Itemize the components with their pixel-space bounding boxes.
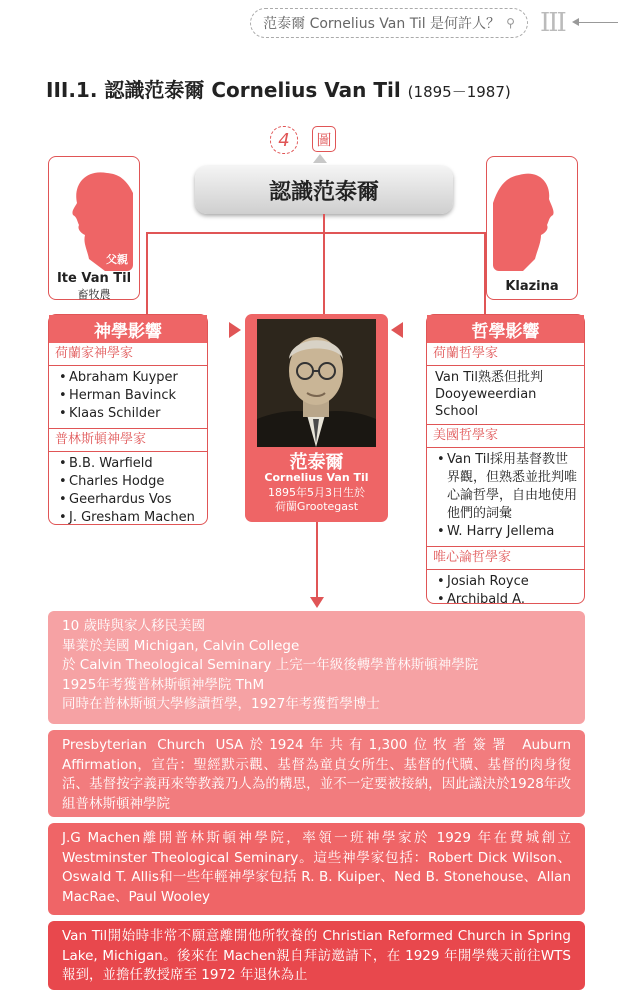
page-title-years: (1895－1987) <box>407 83 511 101</box>
timeline-box-westminster: J.G Machen離開普林斯頓神學院，率領一班神學家於 1929 年在費城創立 Westminster Theological Seminary。這些神學家包括：Robert Dick Wilson、Oswald T. Allis和一些年輕神學家包括 R. B. Kuiper、Ned B. Stonehouse、Allan MacRae、Paul Wooley <box>48 823 585 915</box>
person-name-zh: 范泰爾 <box>289 452 344 473</box>
father-silhouette-icon <box>55 163 133 271</box>
arrow-left-icon <box>391 322 403 338</box>
figure-number: 4 <box>270 126 298 154</box>
triangle-up-icon <box>313 154 327 163</box>
dutch-philosophers-header: 荷蘭哲學家 <box>427 343 584 366</box>
center-banner: 認識范泰爾 <box>195 166 453 214</box>
timeline-box-education <box>48 611 585 724</box>
connector-line <box>323 214 325 314</box>
connector-line <box>316 522 318 600</box>
list-item: • Charles Hodge <box>61 473 201 491</box>
person-birth-place: 荷蘭Grootegast <box>274 500 359 513</box>
list-item: • Abraham Kuyper <box>61 369 201 387</box>
father-role: 父親 <box>106 253 128 266</box>
mother-card <box>486 156 578 300</box>
page-title <box>46 74 511 103</box>
person-birth <box>245 486 388 514</box>
theology-header: 神學影響 <box>49 315 207 343</box>
theology-panel <box>48 314 208 525</box>
timeline-box-auburn: Presbyterian Church USA於1924年共有1,300位牧者簽署 Auburn Affirmation，宣告：聖經默示觀、基督為童貞女所生、基督的代贖、基督的肉身復活、基督按字義再來等教義乃人為的構思，並不一定要被接納，因此議決於1928年改組普林斯頓神學院 <box>48 730 585 817</box>
list-item: • W. Harry Jellema <box>439 523 578 541</box>
timeline-box-wts: Van Til開始時非常不願意離開他所牧養的 Christian Reformed Church in Spring Lake, Michigan。後來在 Machen親自拜訪邀請下，在 1929 年開學幾天前往WTS報到，並擔任教授席至 1972 年退休為止 <box>48 921 585 990</box>
header-question: 范泰爾 Cornelius Van Til 是何許人？ <box>263 16 501 32</box>
portrait-photo <box>257 319 376 447</box>
timeline-line: 同時在普林斯頓大學修讀哲學，1927年考獲哲學博士 <box>62 696 380 712</box>
page-title-main: III.1. 認識范泰爾 Cornelius Van Til <box>46 78 401 102</box>
arrow-right-icon <box>229 322 241 338</box>
list-item: • B.B. Warfield <box>61 455 201 473</box>
mother-silhouette-icon <box>493 163 571 271</box>
dutch-philosophers-text: Van Til熟悉但批判 Dooyeweerdian School <box>435 370 543 419</box>
list-item: • Josiah Royce <box>439 573 578 591</box>
arrow-down-icon <box>310 597 324 608</box>
idealist-philosophers-header: 唯心論哲學家 <box>427 546 584 570</box>
timeline-line: 於 Calvin Theological Seminary 上完一年級後轉學普林斯頓神學院 <box>62 657 479 673</box>
person-birth-date: 1895年5月3日生於 <box>268 486 365 499</box>
arrow-left-icon <box>574 22 618 23</box>
connector-line <box>146 232 148 314</box>
header-question-pill <box>250 8 528 38</box>
list-item: • J. Gresham Machen <box>61 509 201 527</box>
timeline-line: 10 歲時與家人移民美國 <box>62 618 205 634</box>
american-philosophers-list <box>427 448 584 546</box>
princeton-theologians-header: 普林斯頓神學家 <box>49 428 207 452</box>
philosophy-panel <box>426 314 585 607</box>
philosophy-header: 哲學影響 <box>427 315 584 343</box>
timeline-line: 畢業於美國 Michigan, Calvin College <box>62 637 300 654</box>
list-item: • Klaas Schilder <box>61 405 201 423</box>
american-philosophers-header: 美國哲學家 <box>427 424 584 448</box>
chapter-roman: III <box>540 8 565 38</box>
father-name: Ite Van Til <box>56 271 132 286</box>
person-card <box>245 314 388 522</box>
connector-line <box>146 232 486 234</box>
dutch-theologians-list <box>49 366 207 428</box>
person-name-en: Cornelius Van Til <box>264 471 369 484</box>
list-item: • Geerhardus Vos <box>61 491 201 509</box>
princeton-theologians-list <box>49 452 207 532</box>
list-item: • Herman Bavinck <box>61 387 201 405</box>
list-item: • Van Til採用基督教世界觀，但熟悉並批判唯心論哲學，自由地使用他們的詞彙 <box>439 451 578 523</box>
figure-label: 圖 <box>312 126 336 152</box>
dutch-theologians-header: 荷蘭家神學家 <box>49 343 207 366</box>
mother-role: 母親 <box>544 253 566 266</box>
timeline-line: 1925年考獲普林斯頓神學院 ThM <box>62 676 265 693</box>
father-occupation: 畜牧農 <box>77 288 111 301</box>
list-item: • Archibald A. <box>439 591 578 627</box>
mother-name: Klazina <box>505 279 559 294</box>
father-card <box>48 156 140 300</box>
search-icon: ⚲ <box>506 16 515 30</box>
